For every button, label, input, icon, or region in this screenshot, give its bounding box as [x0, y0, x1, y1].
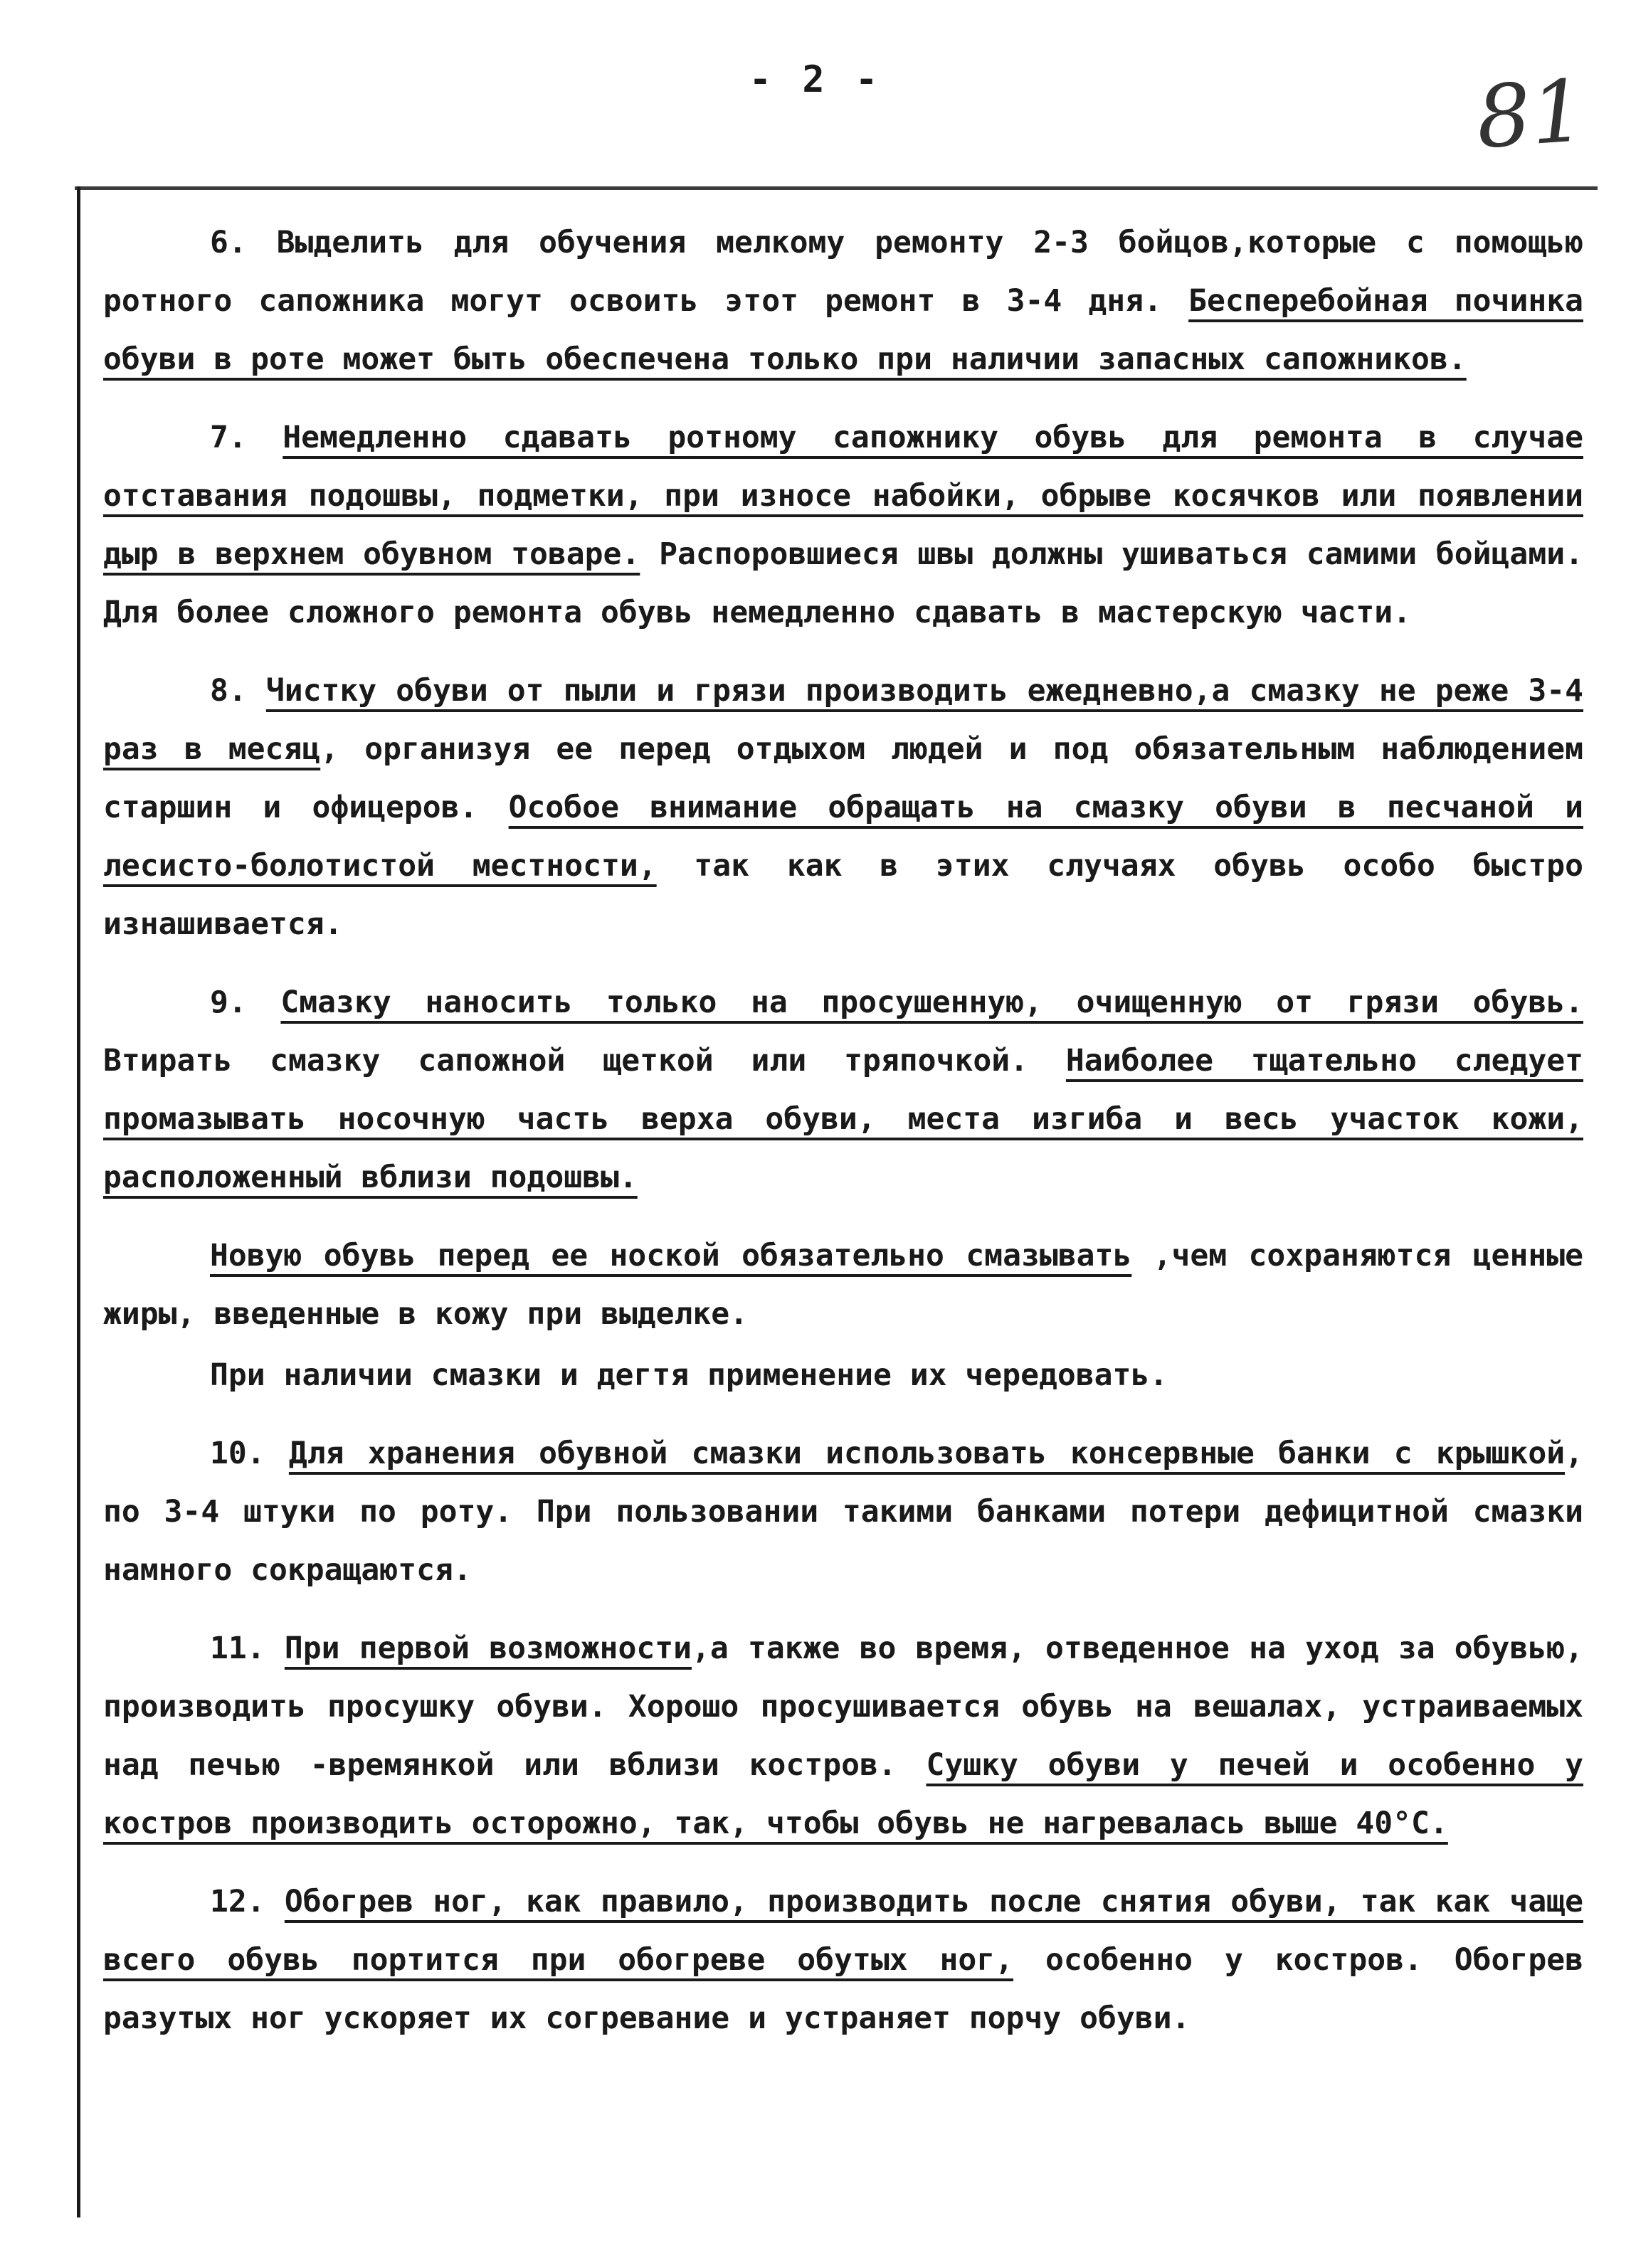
- underlined-segment: Сушку обуви у печей и особенно у костров производить осторожно, так, чтобы обувь не нагревалась выше 40°С.: [103, 1747, 1584, 1841]
- page-number: - 2 -: [749, 58, 882, 101]
- underlined-segment: Новую обувь перед ее ноской обязательно смазывать: [210, 1238, 1132, 1273]
- paragraph-9-tar: [103, 1346, 1583, 1404]
- text-segment: 6. Выделить для обучения мелкому ремонту 2-3 бойцов,которые с помощью ротного сапожника могут освоить этот ремонт в 3-4 дня.: [103, 225, 1583, 319]
- document-body: [103, 213, 1583, 2067]
- underlined-segment: Чистку обуви от пыли и грязи производить ежедневно,а смазку не реже 3-4 раз в месяц: [103, 673, 1583, 767]
- underlined-segment: Для хранения обувной смазки использовать консервные банки с крышкой: [288, 1436, 1566, 1471]
- text-segment: , организуя ее перед отдыхом людей и под обязательным наблюдением старшин и офицеров.: [103, 731, 1583, 825]
- text-segment: , по 3-4 штуки по роту. При пользовании такими банками потери дефицитной смазки намного сокращаются.: [103, 1436, 1583, 1588]
- text-segment: Втирать смазку сапожной щеткой или тряпочкой.: [103, 1043, 1066, 1079]
- text-segment: 7.: [210, 420, 283, 455]
- underlined-segment: Немедленно сдавать ротному сапожнику обувь для ремонта в случае отставания подошвы, подметки, при износе набойки, обрыве косячков или появлении дыр в верхнем обувном товаре.: [103, 420, 1583, 572]
- text-segment: 8.: [210, 673, 266, 709]
- paragraph-8: [103, 662, 1583, 953]
- paragraph-7: [103, 408, 1583, 642]
- paragraph-10: [103, 1424, 1583, 1599]
- underlined-segment: При первой возможности: [284, 1631, 692, 1666]
- text-segment: так как в этих случаях обувь особо быстро изнашивается.: [103, 848, 1583, 942]
- underlined-segment: Бесперебойная починка обуви в роте может быть обеспечена только при наличии запасных сапожников.: [103, 283, 1583, 377]
- paragraph-9: [103, 973, 1583, 1207]
- underlined-segment: Наиболее тщательно следует промазывать носочную часть верха обуви, места изгиба и весь участок кожи, расположенный вблизи подошвы.: [103, 1043, 1584, 1195]
- underlined-segment: Обогрев ног, как правило, производить после снятия обуви, так как чаще всего обувь портится при обогреве обутых ног,: [103, 1884, 1583, 1978]
- top-rule: [75, 186, 1598, 190]
- handwritten-folio: 81: [1473, 61, 1589, 169]
- paragraph-12: [103, 1872, 1583, 2047]
- text-segment: Распоровшиеся швы должны ушиваться самими бойцами. Для более сложного ремонта обувь немедленно сдавать в мастерскую части.: [103, 536, 1583, 630]
- text-segment: 10.: [210, 1436, 289, 1471]
- text-segment: 11.: [210, 1631, 285, 1666]
- left-margin-rule: [77, 186, 80, 2217]
- text-segment: 12.: [210, 1884, 285, 1919]
- text-segment: особенно у костров. Обогрев разутых ног ускоряет их согревание и устраняет порчу обуви.: [103, 1942, 1583, 2036]
- paragraph-11: [103, 1619, 1583, 1853]
- paragraph-6: [103, 213, 1583, 388]
- paragraph-9-new-shoes: [103, 1226, 1583, 1343]
- underlined-segment: Смазку наносить только на просушенную, очищенную от грязи обувь.: [280, 985, 1583, 1020]
- text-segment: При наличии смазки и дегтя применение их чередовать.: [210, 1357, 1168, 1393]
- text-segment: ,чем сохраняются ценные жиры, введенные в кожу при выделке.: [103, 1238, 1583, 1332]
- text-segment: ,а также во время, отведенное на уход за обувью, производить просушку обуви. Хорошо просушивается обувь на вешалах, устраиваемых над печью -времянкой или вблизи костров.: [103, 1631, 1583, 1783]
- underlined-segment: Особое внимание обращать на смазку обуви в песчаной и лесисто-болотистой местности,: [103, 790, 1583, 884]
- text-segment: 9.: [210, 985, 281, 1020]
